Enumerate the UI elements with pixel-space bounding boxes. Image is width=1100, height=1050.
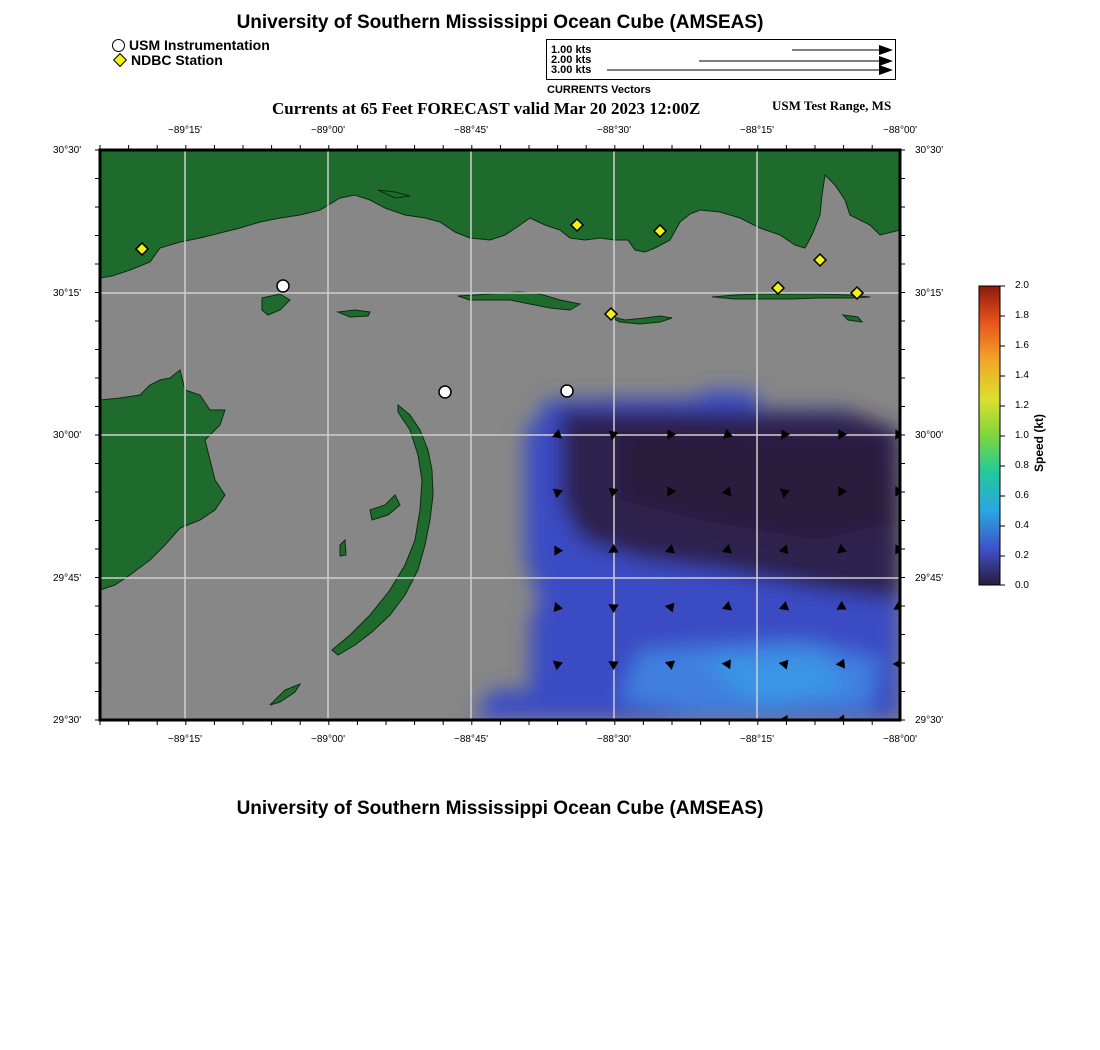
colorbar-label-11: 0.0: [1015, 580, 1029, 591]
y-tick-left-5: 29°30': [53, 715, 82, 726]
colorbar-label-10: 0.2: [1015, 550, 1029, 561]
y-tick-right-4: 29°45': [915, 573, 944, 584]
x-tick-top-5: −88°15': [740, 125, 774, 136]
y-tick-right-1: 30°30': [915, 145, 944, 156]
colorbar-ticks: [1000, 286, 1005, 585]
usm-instrument-marker: [277, 280, 289, 292]
vector-legend-title: CURRENTS Vectors: [547, 84, 651, 96]
colorbar-label-3: 1.6: [1015, 340, 1029, 351]
x-tick-bottom-2: −89°00': [311, 734, 345, 745]
usm-instrument-marker: [439, 386, 451, 398]
legend-usm-label: USM Instrumentation: [129, 37, 270, 53]
y-tick-left-1: 30°30': [53, 145, 82, 156]
x-tick-bottom-6: −88°00': [883, 734, 917, 745]
y-tick-right-2: 30°15': [915, 288, 944, 299]
x-tick-bottom-5: −88°15': [740, 734, 774, 745]
current-speed-field: [475, 390, 900, 720]
x-tick-top-1: −89°15': [168, 125, 202, 136]
legend-ndbc-label: NDBC Station: [131, 52, 223, 68]
x-tick-top-4: −88°30': [597, 125, 631, 136]
y-tick-left-2: 30°15': [53, 288, 82, 299]
x-tick-bottom-4: −88°30': [597, 734, 631, 745]
y-tick-left-3: 30°00': [53, 430, 82, 441]
y-tick-right-3: 30°00': [915, 430, 944, 441]
colorbar-label-2: 1.8: [1015, 310, 1029, 321]
y-tick-left-4: 29°45': [53, 573, 82, 584]
page-title: University of Southern Mississippi Ocean Cube (AMSEAS): [236, 12, 764, 33]
colorbar-label-7: 0.8: [1015, 460, 1029, 471]
colorbar-label-8: 0.6: [1015, 490, 1029, 501]
forecast-subtitle: Currents at 65 Feet FORECAST valid Mar 20 2023 12:00Z: [272, 99, 701, 118]
vector-legend-label-3: 3.00 kts: [551, 64, 592, 76]
colorbar-title: Speed (kt): [1032, 413, 1047, 473]
x-tick-bottom-1: −89°15': [168, 734, 202, 745]
x-tick-bottom-3: −88°45': [454, 734, 488, 745]
vector-legend-label-1: 1.00 kts: [551, 44, 592, 56]
colorbar-label-9: 0.4: [1015, 520, 1029, 531]
y-tick-right-5: 29°30': [915, 715, 944, 726]
colorbar: [979, 286, 1000, 585]
usm-instrument-marker: [561, 385, 573, 397]
x-tick-top-6: −88°00': [883, 125, 917, 136]
colorbar-label-1: 2.0: [1015, 280, 1029, 291]
x-tick-top-2: −89°00': [311, 125, 345, 136]
x-tick-top-3: −88°45': [454, 125, 488, 136]
colorbar-label-6: 1.0: [1015, 430, 1029, 441]
range-label: USM Test Range, MS: [772, 98, 892, 113]
footer-title: University of Southern Mississippi Ocean Cube (AMSEAS): [236, 798, 764, 819]
vector-legend-label-2: 2.00 kts: [551, 54, 592, 66]
colorbar-label-5: 1.2: [1015, 400, 1029, 411]
colorbar-label-4: 1.4: [1015, 370, 1029, 381]
